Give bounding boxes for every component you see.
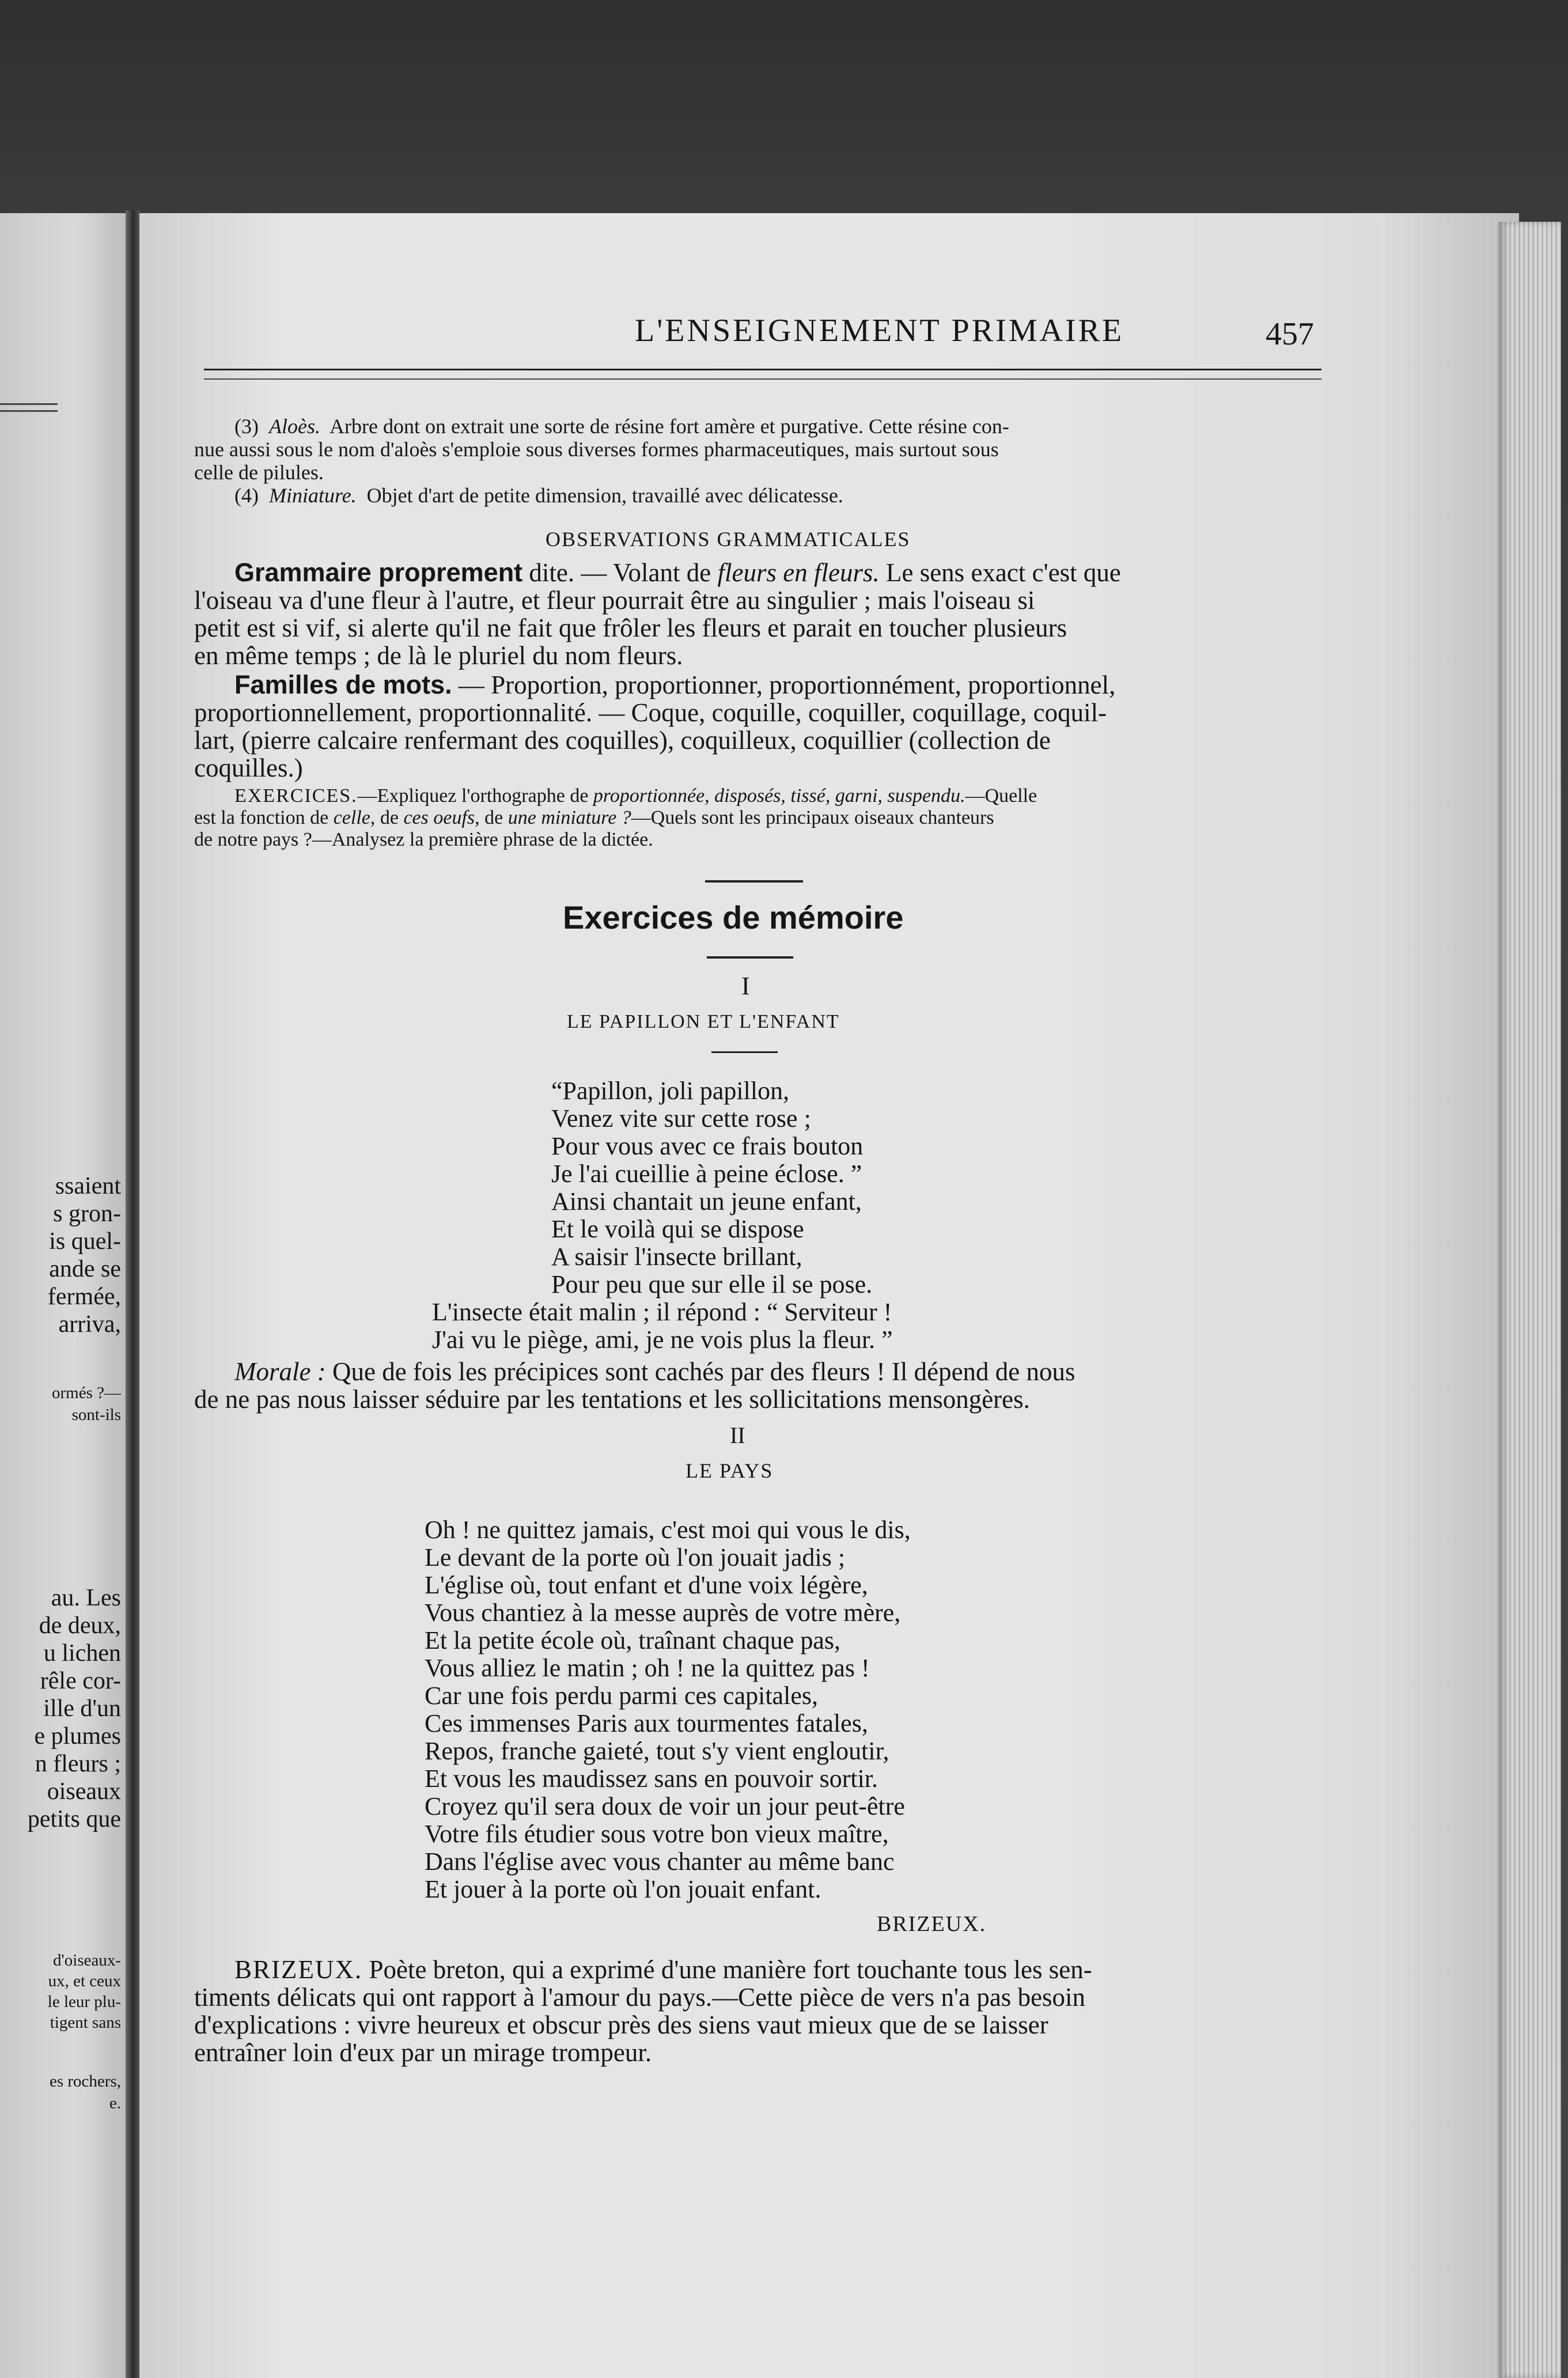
left-page-line: e plumes: [34, 1723, 121, 1750]
note-line: entraîner loin d'eux par un mirage trompeur.: [194, 2038, 652, 2067]
left-page-line: sont-ils: [71, 1406, 121, 1424]
left-page-line: le leur plu-: [47, 1993, 121, 2011]
note-text: Poète breton, qui a exprimé d'une manière fort touchante tous les sen-: [362, 1955, 1092, 1984]
verse-line: Je l'ai cueillie à peine éclose. ”: [551, 1160, 862, 1188]
note-label: BRIZEUX.: [234, 1955, 363, 1984]
verse-line: Pour vous avec ce frais bouton: [551, 1132, 863, 1160]
part-numeral: I: [741, 972, 750, 1000]
left-page-line: au. Les: [51, 1585, 121, 1611]
left-page-line: u lichen: [43, 1640, 121, 1667]
verse-line: Vous chantiez à la messe auprès de votre mère,: [425, 1599, 901, 1627]
left-page-line: s gron-: [53, 1201, 121, 1227]
grammaire-italic: fleurs en fleurs.: [717, 558, 880, 587]
left-page-line: de deux,: [39, 1612, 121, 1639]
section-rule: [705, 880, 803, 883]
header-rule: [204, 369, 1321, 380]
poem-author: BRIZEUX.: [877, 1912, 987, 1936]
footnote-term: Aloès.: [268, 415, 320, 438]
left-page-line: ssaient: [55, 1173, 121, 1199]
grammaire-line: petit est si vif, si alerte qu'il ne fait que frôler les fleurs et parait en toucher plusieurs: [194, 614, 1067, 642]
grammaire-line: en même temps ; de là le pluriel du nom fleurs.: [194, 641, 683, 670]
verse-line: Car une fois perdu parmi ces capitales,: [425, 1682, 818, 1710]
familles-line: coquilles.): [194, 753, 303, 782]
grammaire-line: [194, 559, 1364, 586]
verse-line: “Papillon, joli papillon,: [551, 1077, 790, 1105]
verse-line: Croyez qu'il sera doux de voir un jour peut-être: [425, 1792, 905, 1820]
note-line: [194, 1956, 1364, 1983]
exercices-line: de notre pays ?—Analysez la première phrase de la dictée.: [194, 829, 653, 850]
verse-line: Pour peu que sur elle il se pose.: [551, 1270, 873, 1298]
left-page-line: n fleurs ;: [35, 1751, 121, 1777]
note-line: timents délicats qui ont rapport à l'amour du pays.—Cette pièce de vers n'a pas besoin: [194, 1983, 1086, 2012]
verse-line: J'ai vu le piège, ami, je ne vois plus la fleur. ”: [432, 1326, 893, 1354]
verse-line: A saisir l'insecte brillant,: [551, 1243, 802, 1271]
left-page-line: ille d'un: [43, 1695, 121, 1722]
verse-line: L'église où, tout enfant et d'une voix légère,: [425, 1571, 868, 1599]
left-page-line: rêle cor-: [40, 1668, 121, 1694]
verse-line: Et jouer à la porte où l'on jouait enfant.: [425, 1875, 821, 1903]
left-page-line: arriva,: [58, 1311, 121, 1338]
footnote-text: Objet d'art de petite dimension, travaillé avec délicatesse.: [366, 484, 843, 507]
familles-label: Familles de mots.: [234, 670, 452, 699]
left-page-line: ande se: [49, 1256, 121, 1282]
section-rule: [711, 1051, 778, 1053]
section-rule: [707, 956, 793, 959]
exercices-text: est la fonction de: [194, 807, 334, 828]
verse-line: Repos, franche gaieté, tout s'y vient engloutir,: [425, 1737, 889, 1765]
exercices-text: , de: [370, 807, 404, 828]
poem-title: LE PAPILLON ET L'ENFANT: [567, 1011, 840, 1032]
morale-line: [194, 1358, 1364, 1385]
left-page-line: tigent sans: [50, 2013, 121, 2032]
exercices-line: [194, 785, 1364, 807]
footnote-3: [194, 415, 1364, 438]
left-page-line: ormés ?—: [52, 1384, 121, 1402]
part-numeral: II: [730, 1422, 745, 1448]
footnote-number: (3): [234, 415, 259, 438]
verse-line: Votre fils étudier sous votre bon vieux maître,: [425, 1820, 889, 1848]
familles-text: — Proportion, proportionner, proportionnément, proportionnel,: [452, 671, 1116, 699]
verse-line: Oh ! ne quittez jamais, c'est moi qui vous le dis,: [425, 1516, 911, 1544]
exercices-italic: proportionnée, disposés, tissé, garni, suspendu.: [593, 785, 965, 806]
verse-line: Et vous les maudissez sans en pouvoir sortir.: [425, 1764, 878, 1793]
exercices-italic: une miniature ?: [507, 807, 631, 828]
exercices-italic: ces oeufs: [403, 807, 475, 828]
familles-line: lart, (pierre calcaire renfermant des coquilles), coquilleux, coquillier (collection de: [194, 726, 1051, 755]
familles-line: proportionnellement, proportionnalité. — Coque, coquille, coquiller, coquillage, coquil-: [194, 698, 1107, 727]
left-page-line: ux, et ceux: [48, 1972, 121, 1990]
footnote-number: (4): [234, 484, 259, 507]
grammaire-text: Le sens exact c'est que: [879, 558, 1121, 587]
left-page-line: is quel-: [49, 1228, 121, 1255]
morale-label: Morale :: [234, 1357, 326, 1386]
verse-line: Ces immenses Paris aux tourmentes fatales,: [425, 1709, 868, 1737]
verse-line: Dans l'église avec vous chanter au même banc: [425, 1847, 895, 1876]
morale-text: Que de fois les précipices sont cachés par des fleurs ! Il dépend de nous: [325, 1357, 1075, 1386]
book-gutter: [126, 210, 139, 2378]
verse-line: Le devant de la porte où l'on jouait jadis ;: [425, 1543, 846, 1572]
morale-line: de ne pas nous laisser séduire par les tentations et les sollicitations mensongères.: [194, 1385, 1030, 1414]
memoire-title: Exercices de mémoire: [563, 899, 904, 936]
exercices-label: EXERCICES.: [234, 785, 358, 806]
section-heading: OBSERVATIONS GRAMMATICALES: [546, 528, 911, 551]
verse-line: Vous alliez le matin ; oh ! ne la quittez pas !: [425, 1654, 870, 1682]
exercices-text: —Quels sont les principaux oiseaux chanteurs: [631, 807, 994, 828]
left-facing-page: [0, 213, 126, 2378]
left-page-rule: [0, 403, 58, 405]
left-page-line: e.: [109, 2094, 121, 2112]
running-head: L'ENSEIGNEMENT PRIMAIRE: [635, 313, 1124, 349]
verse-line: Et la petite école où, traînant chaque pas,: [425, 1626, 841, 1654]
footnote-line: celle de pilules.: [194, 461, 324, 484]
verse-line: Et le voilà qui se dispose: [551, 1215, 804, 1243]
left-page-line: d'oiseaux-: [53, 1951, 121, 1970]
exercices-text: —Quelle: [965, 785, 1037, 806]
familles-line: [194, 671, 1364, 699]
footnote-4: [194, 484, 1364, 507]
exercices-line: [194, 807, 1323, 829]
page-number: 457: [1266, 316, 1314, 352]
left-page-line: fermée,: [47, 1283, 121, 1310]
left-page-rule: [0, 410, 58, 412]
footnote-term: Miniature.: [268, 484, 357, 507]
book-page: [139, 213, 1519, 2378]
verse-line: Venez vite sur cette rose ;: [551, 1104, 811, 1133]
exercices-italic: celle: [333, 807, 370, 828]
grammaire-line: l'oiseau va d'une fleur à l'autre, et fleur pourrait être au singulier ; mais l'oiseau si: [194, 586, 1035, 615]
left-page-line: petits que: [27, 1806, 121, 1832]
poem-title: LE PAYS: [685, 1459, 774, 1482]
note-line: d'explications : vivre heureux et obscur près des siens vaut mieux que de se laisser: [194, 2010, 1048, 2039]
grammaire-label: Grammaire proprement: [234, 558, 523, 587]
exercices-text: , de: [475, 807, 508, 828]
footnote-text: Arbre dont on extrait une sorte de résine fort amère et purgative. Cette résine con-: [329, 415, 1009, 438]
left-page-line: oiseaux: [47, 1778, 121, 1805]
footnote-line: nue aussi sous le nom d'aloès s'emploie sous diverses formes pharmaceutiques, mais surtout sous: [194, 438, 999, 461]
page-edges: [1498, 222, 1561, 2378]
exercices-text: —Expliquez l'orthographe de: [357, 785, 593, 806]
verse-line: L'insecte était malin ; il répond : “ Serviteur !: [432, 1298, 892, 1326]
grammaire-text: dite. — Volant de: [522, 558, 718, 587]
left-page-line: es rochers,: [49, 2072, 121, 2091]
verse-line: Ainsi chantait un jeune enfant,: [551, 1187, 862, 1215]
